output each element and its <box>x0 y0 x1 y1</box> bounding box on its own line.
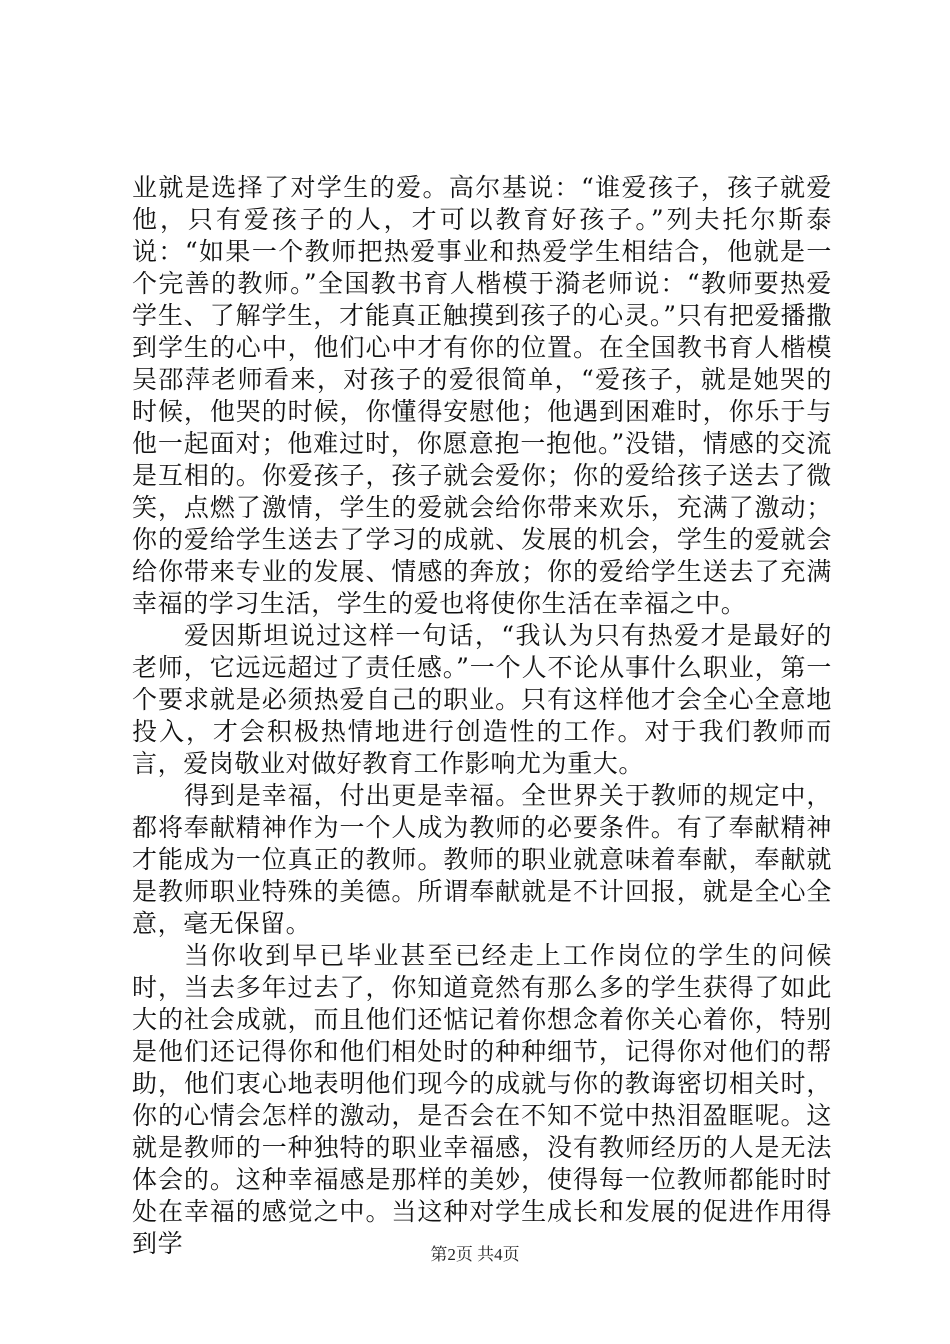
page-footer <box>0 1244 950 1266</box>
page-number: 第2页 共4页 <box>430 1245 520 1264</box>
document-body <box>132 172 832 1260</box>
paragraph-continued: 业就是选择了对学生的爱。高尔基说：“谁爱孩子，孩子就爱他，只有爱孩子的人，才可以教育好孩子。”列夫托尔斯泰说：“如果一个教师把热爱事业和热爱学生相结合，他就是一个完善的教师。”全国教书育人楷模于漪老师说：“教师要热爱学生、了解学生，才能真正触摸到孩子的心灵。”只有把爱播撒到学生的心中，他们心中才有你的位置。在全国教书育人楷模吴邵萍老师看来，对孩子的爱很简单，“爱孩子，就是她哭的时候，他哭的时候，你懂得安慰他；他遇到困难时，你乐于与他一起面对；他难过时，你愿意抱一抱他。”没错，情感的交流是互相的。你爱孩子，孩子就会爱你；你的爱给孩子送去了微笑，点燃了激情，学生的爱就会给你带来欢乐，充满了激动；你的爱给学生送去了学习的成就、发展的机会，学生的爱就会给你带来专业的发展、情感的奔放；你的爱给学生送去了充满幸福的学习生活，学生的爱也将使你生活在幸福之中。 <box>132 173 832 618</box>
paragraph: 得到是幸福，付出更是幸福。全世界关于教师的规定中，都将奉献精神作为一个人成为教师的必要条件。有了奉献精神才能成为一位真正的教师。教师的职业就意味着奉献，奉献就是教师职业特殊的美德。所谓奉献就是不计回报，就是全心全意，毫无保留。 <box>132 781 832 938</box>
paragraph: 当你收到早已毕业甚至已经走上工作岗位的学生的问候时，当去多年过去了，你知道竟然有那么多的学生获得了如此大的社会成就，而且他们还惦记着你想念着你关心着你，特别是他们还记得你和他们相处时的种种细节，记得你对他们的帮助，他们衷心地表明他们现今的成就与你的教诲密切相关时，你的心情会怎样的激动，是否会在不知不觉中热泪盈眶呢。这就是教师的一种独特的职业幸福感，没有教师经历的人是无法体会的。这种幸福感是那样的美妙，使得每一位教师都能时时处在幸福的感觉之中。当这种对学生成长和发展的促进作用得到学 <box>132 941 832 1258</box>
paragraph: 爱因斯坦说过这样一句话，“我认为只有热爱才是最好的老师，它远远超过了责任感。”一个人不论从事什么职业，第一个要求就是必须热爱自己的职业。只有这样他才会全心全意地投入，才会积极热情地进行创造性的工作。对于我们教师而言，爱岗敬业对做好教育工作影响尤为重大。 <box>132 621 832 778</box>
